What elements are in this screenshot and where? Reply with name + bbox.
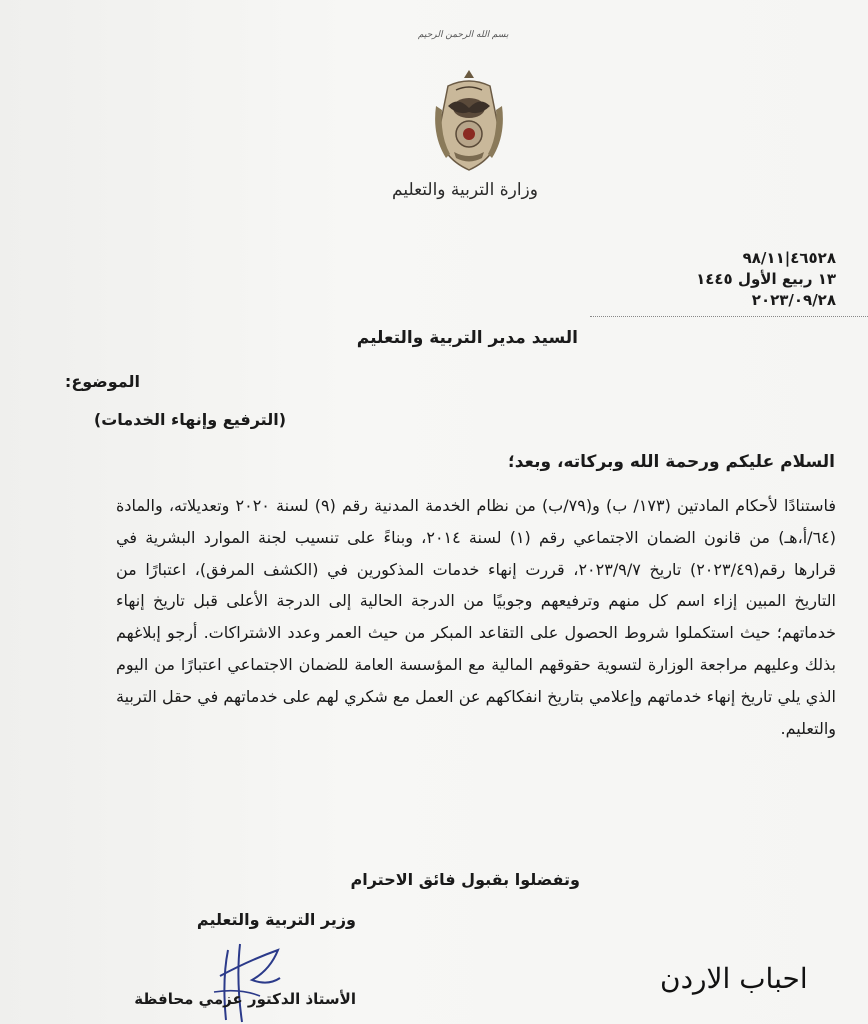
addressee: السيد مدير التربية والتعليم bbox=[356, 328, 578, 348]
greeting: السلام عليكم ورحمة الله وبركاته، وبعد؛ bbox=[507, 452, 835, 472]
ministry-name: وزارة التربية والتعليم bbox=[392, 180, 538, 200]
reference-number: ٤٦٥٢٨|٩٨/١١ bbox=[742, 249, 836, 267]
watermark-text: احباب الاردن bbox=[660, 962, 808, 995]
signatory-title: وزير التربية والتعليم bbox=[196, 910, 356, 929]
closing-line: وتفضلوا بقبول فائق الاحترام bbox=[350, 870, 580, 889]
subject-label: الموضوع: bbox=[64, 372, 140, 391]
signatory-name: الأستاذ الدكتور عزمي محافظة bbox=[134, 990, 356, 1008]
reference-divider bbox=[590, 316, 868, 317]
hijri-date: ١٣ ربيع الأول ١٤٤٥ bbox=[696, 270, 836, 288]
gregorian-date: ٢٠٢٣/٠٩/٢٨ bbox=[751, 291, 836, 309]
basmala: بسم الله الرحمن الرحيم bbox=[418, 30, 509, 40]
subject-title: (الترفيع وإنهاء الخدمات) bbox=[93, 410, 286, 429]
coat-of-arms-icon bbox=[428, 66, 510, 174]
letter-body: فاستنادًا لأحكام المادتين (١٧٣/ ب) و(٧٩/ب) من نظام الخدمة المدنية رقم (٩) لسنة ٢٠٢٠ وتعديلاته، والمادة (٦٤/أ،هـ) من قانون الضمان الاجتماعي رقم (١) لسنة ٢٠١٤، وبناءً على تنسيب لجنة الموارد البشرية في قرارها رقم(٢٠٢٣/٤٩) تاريخ ٢٠٢٣/٩/٧، قررت إنهاء خدمات المذكورين في (الكشف المرفق)، اعتبارًا من التاريخ المبين إزاء اسم كل منهم وترفيعهم وجوبيًا من الدرجة الحالية إلى الدرجة الأعلى قبل تاريخ إنهاء خدماتهم؛ حيث استكملوا شروط الحصول على التقاعد المبكر من حيث العمر وعدد الاشتراكات. أرجو إبلاغهم بذلك وعليهم مراجعة الوزارة لتسوية حقوقهم المالية مع المؤسسة العامة للضمان الاجتماعي اعتبارًا من اليوم الذي يلي تاريخ إنهاء خدماتهم وإعلامي بتاريخ انفكاكهم عن العمل مع شكري لهم على خدماتهم في حقل التربية والتعليم. bbox=[116, 496, 837, 738]
handwritten-signature bbox=[200, 930, 290, 1024]
reference-block bbox=[576, 248, 836, 311]
